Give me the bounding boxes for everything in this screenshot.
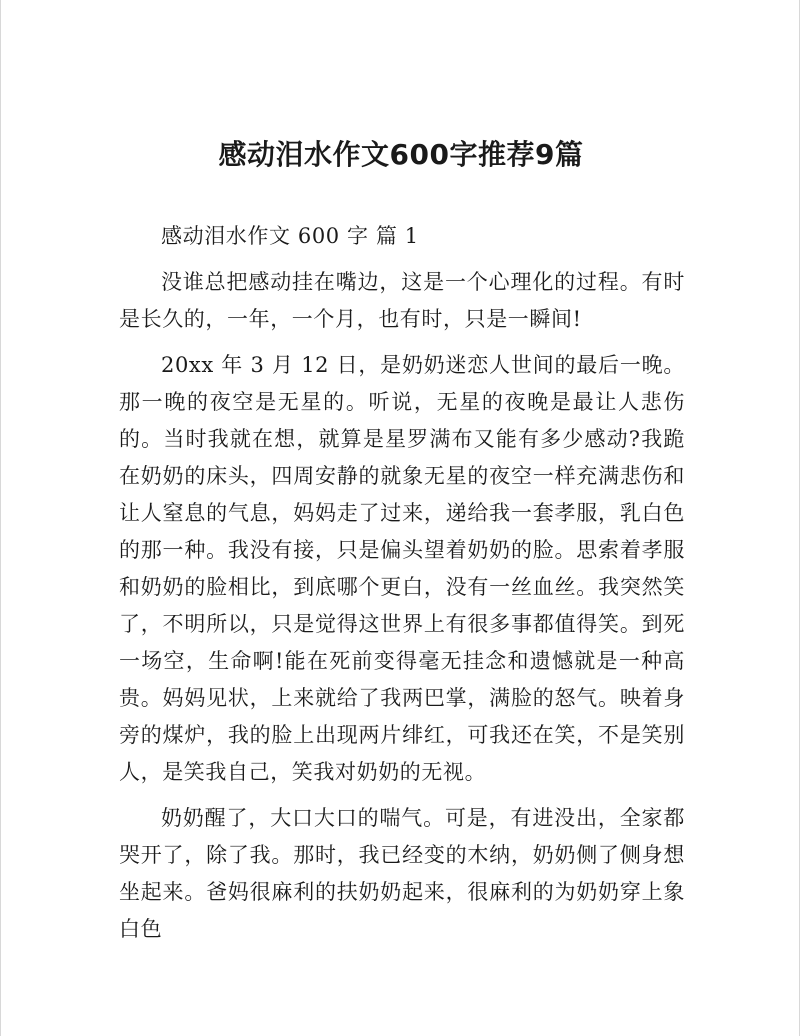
spacer <box>119 255 685 264</box>
paragraph-3: 奶奶醒了，大口大口的喘气。可是，有进没出，全家都哭开了，除了我。那时，我已经变的木纳，奶奶侧了侧身想坐起来。爸妈很麻利的扶奶奶起来，很麻利的为奶奶穿上象白色 <box>119 806 685 941</box>
spacer <box>119 338 685 347</box>
section-heading: 感动泪水作文 600 字 篇 1 <box>161 224 419 248</box>
paragraph-1: 没谁总把感动挂在嘴边，这是一个心理化的过程。有时是长久的，一年，一个月，也有时，只是一瞬间! <box>119 270 685 331</box>
document-body <box>119 218 685 948</box>
spacer <box>119 791 685 800</box>
paragraph-2: 20xx 年 3 月 12 日，是奶奶迷恋人世间的最后一晚。那一晚的夜空是无星的。听说，无星的夜晚是最让人悲伤的。当时我就在想，就算是星罗满布又能有多少感动?我跪在奶奶的床头，四周安静的就象无星的夜空一样充满悲伤和让人窒息的气息，妈妈走了过来，递给我一套孝服，乳白色的那一种。我没有接，只是偏头望着奶奶的脸。思索着孝服和奶奶的脸相比，到底哪个更白，没有一丝血丝。我突然笑了，不明所以，只是觉得这世界上有很多事都值得笑。到死一场空，生命啊!能在死前变得毫无挂念和遗憾就是一种高贵。妈妈见状，上来就给了我两巴掌，满脸的怒气。映着身旁的煤炉，我的脸上出现两片绯红，可我还在笑，不是笑别人，是笑我自己，笑我对奶奶的无视。 <box>119 353 685 784</box>
document-title: 感动泪水作文600字推荐9篇 <box>218 138 584 171</box>
